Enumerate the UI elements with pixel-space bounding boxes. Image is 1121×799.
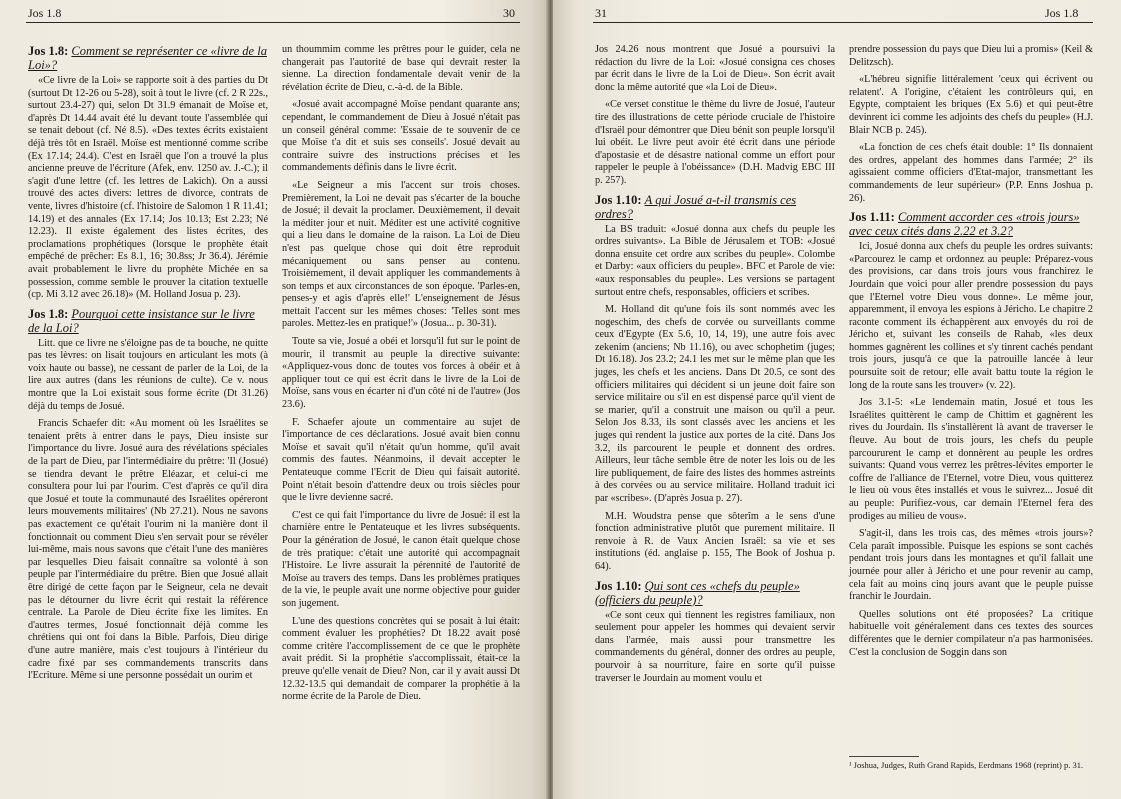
paragraph: «Ce livre de la Loi» se rapporte soit à des parties du Dt (surtout Dt 12-26 ou 5-28), soit à tout le livre (cf. 2 R 22s., surtout 23.4-27) qui, selon Dt 31.9 émanait de Moïse et, d'après Dt 14.44 avait été lu devant toute l'assemblée qui se tenait debout (cf. Né 8.5). «Des textes écrits existaient déjà très tôt en Israël. Moïse est mentionné comme scribe (Ex 17.14; 24.4). C'est en Israël que l'on a trouvé la plus ancienne preuve de l'écriture (Afek, env. 1250 av. J.-C.); il s'agit d'une lettre (cf. les lettres de Lakich). On a aussi trouvé des actes divers: lettres de divorce, contrats de vente, livres d'histoire (cf. l'histoire de Salomon 1 R 11.41; 14.19) et des annales (Ex 17.14; Jos 10.13; Est 2.23; Né 12.23). Il existe également des listes écrites, des proclamations prophétiques (lorsque le prophète était empêché de prêcher: Es 8.1, 16; 30.8ss; Jr 36.4). Jérémie avait probablement le livre du prophète Michée en sa possession, comme semble le prouver la citation textuelle (cp. Mi 3.12 avec 26.18)» (M. Holland Josua p. 23). (28, 75, 268, 301)
section-heading (28, 307, 268, 335)
paragraph: S'agit-il, dans les trois cas, des mêmes «trois jours»? Cela paraît impossible. Puisque les espions se sont cachés pendant trois jours dans les montagnes et qu'il fallait une journée pour aller à Jéricho et une pour revenir au camp, cela fait au moins cinq jours avant que le peuple puisse franchir le Jourdain. (849, 528, 1093, 603)
column-2 (282, 44, 520, 709)
section-heading (595, 193, 835, 221)
paragraph: Quelles solutions ont été proposées? La critique habituelle voit généralement dans ces textes des sources différentes que le dernier compilateur n'a pas harmonisées. C'est la conclusion de Soggin dans son (849, 608, 1093, 658)
heading-ref: Jos 1.8: (28, 306, 69, 321)
paragraph: un thoummim comme les prêtres pour le guider, cela ne changerait pas l'autorité de base qui devrait rester la sienne. La direction fondamentale devait venir de la révélation écrite de Dieu, c.-à-d. de la Bible. (282, 44, 520, 93)
column-1 (595, 44, 835, 690)
left-page (0, 0, 548, 799)
heading-question: Pourquoi cette insistance sur le livre de la Loi? (28, 306, 255, 335)
header-rule (593, 22, 1093, 23)
running-head: Jos 1.8 (1045, 6, 1079, 20)
heading-ref: Jos 1.8: (28, 44, 69, 58)
header-rule (26, 22, 520, 23)
paragraph: «Josué avait accompagné Moïse pendant quarante ans; cependant, le commandement de Dieu à Josué n'était pas un conseil général comme: 'Essaie de te souvenir de ce que Moïse t'a dit et suis ses conseils'. Josué devait au contraire suivre des instructions précises et les commandements définis dans le livre écrit. (282, 99, 520, 174)
paragraph: Litt. que ce livre ne s'éloigne pas de ta bouche, ne quitte pas tes lèvres: on lisait toujours en articulant les mots (à voix haute ou basse), ne cessant de parler de la Loi, de la lire aux autres (dans les réunions de culte). Ce v. nous montre que la Loi existait sous forme écrite (Dt 31.26) déjà du temps de Josué. (28, 337, 268, 412)
heading-question: Qui sont ces «chefs du peuple» (officiers du peuple)? (595, 578, 800, 607)
section-heading (595, 579, 835, 607)
paragraph: «La fonction de ces chefs était double: 1° Ils donnaient des ordres, appelant des hommes dans l'armée; 2° ils agissaient comme officiers d'Etat-major, transmettant les commandements de leur supérieur» (P.P. Enns Joshua p. 26). (849, 142, 1093, 204)
heading-ref: Jos 1.10: (595, 192, 642, 207)
heading-ref: Jos 1.11: (849, 210, 895, 225)
paragraph: Ici, Josué donna aux chefs du peuple les ordres suivants: «Parcourez le camp et ordonnez au peuple: Préparez-vous des provisions, car dans trois jours vous franchirez le Jourdain que voici pour aller prendre possession du pays que l'Eternel votre Dieu vous donne». Le même jour, apparemment, il envoya les espions à Jéricho. Le chapitre 2 raconte comment ils échappèrent aux envoyés du roi de Jéricho et, suivant les conseils de Rahab, «les deux hommes gagnèrent les collines et s'y tinrent cachés pendant trois jours, jusqu'à ce que la patrouille lancée à leur poursuite soit de retour; elle avait battu toute la région le long de la route sans les trouver» (v. 22). (849, 241, 1093, 391)
paragraph: «L'hébreu signifie littéralement 'ceux qui écrivent ou relatent'. A l'origine, c'étaient les contrôleurs qui, en Egypte, comptaient les briques (Ex 5.6) et qui peut-être devinrent ici comme les adjoints des chefs du peuple» (H.J. Blair NCB p. 245). (849, 74, 1093, 136)
heading-ref: Jos 1.10: (595, 578, 642, 593)
column-1 (28, 44, 268, 688)
paragraph: Francis Schaefer dit: «Au moment où les Israélites se tenaient prêts à entrer dans le pays, Dieu insiste sur l'importance du livre. Josué aura des révélations spéciales de la part de Dieu, par l'intermédiaire du prêtre: 'Il (Josué) se tiendra devant le prêtre Eléazar, et celui-ci me consultera pour lui par l'ourim. C'est d'après ce qu'il dira que Josué et toute la communauté des Israélites opéreront leurs mouvements militaires' (Nb 27.21). Nous ne savons pas exactement ce qu'était l'ourim ni la manière dont il fonctionnait ou comment Dieu s'en servait pour se révéler lui-même, mais nous savons que c'était l'une des manières par lesquelles Dieu faisait connaître sa volonté à son peuple par l'intermédiaire du prêtre. Bien que Josué allait être dirigé de cette façon par le Seigneur, cela ne devait pas le détourner du livre écrit qui restait la référence centrale. La Parole de Dieu écrite fixe les limites. En d'autres termes, Josué fonctionnait déjà comme les chrétiens qui ont foi dans la Bible. Parfois, Dieu dirige d'une autre manière, mais c'est toujours à l'intérieur du cadre fixé par ses commandements transcrits dans l'Ecriture. Même si une personne possédait un ourim et (28, 418, 268, 682)
heading-question: Comment accorder ces «trois jours» avec ceux cités dans 2.22 et 3.2? (849, 210, 1080, 239)
paragraph: «Ce verset constitue le thème du livre de Josué, l'auteur tire des illustrations de cette période cruciale de l'histoire d'Israël pour démontrer que Dieu bénit son peuple lorsqu'il lui obéit. Le livre peut avoir été écrit dans une période d'apostasie et de désastre national comme un effort pour rappeler le peuple à l'obéissance» (D.H. Madvig EBC III p. 257). (595, 99, 835, 186)
footnote-rule (849, 756, 919, 757)
paragraph: M.H. Woudstra pense que sôterîm a le sens d'une fonction administrative plutôt que purement militaire. Il renvoie à R. de Vaux Ancien Israël: sa vie et ses institutions (éd. anglaise p. 155, The Book of Joshua p. 64). (595, 510, 835, 572)
section-heading (849, 210, 1093, 238)
column-2 (849, 44, 1093, 664)
paragraph: Jos 3.1-5: «Le lendemain matin, Josué et tous les Israélites quittèrent le camp de Chittim et gagnèrent les rives du Jourdain. Ils s'installèrent là avant de traverser le fleuve. Au bout de trois jours, les chefs du peuple parcoururent le camp et donnèrent au peuple les ordres suivants: Quand vous verrez les prêtres-lévites emporter le coffre de l'alliance de l'Eternel, votre Dieu, vous quitterez le lieu où vous êtes installés et vous le suivrez... Josué dit au peuple: Purifiez-vous, car demain l'Eternel fera des prodiges au milieu de vous». (849, 397, 1093, 522)
paragraph: prendre possession du pays que Dieu lui a promis» (Keil & Delitzsch). (849, 44, 1093, 68)
paragraph: Toute sa vie, Josué a obéi et lorsqu'il fut sur le point de mourir, il transmit au peuple la directive suivante: «Appliquez-vous donc de toutes vos forces à obéir et à appliquer tout ce qui est écrit dans le livre de la Loi de Moïse, sans vous en écarter ni d'un côté ni de l'autre» (Jos 23.6). (282, 336, 520, 411)
heading-question: Comment se représenter ce «livre de la Loi»? (28, 44, 267, 72)
page-number: 31 (595, 6, 607, 20)
paragraph: F. Schaefer ajoute un commentaire au sujet de l'importance de ces déclarations. Josué avait bien connu Moïse et savait qu'il n'était qu'un homme, qu'il avait commis des fautes. Néanmoins, il devait accepter le Pentateuque comme l'Ecrit de Dieu qui faisait autorité. Point n'était besoin d'attendre deux ou trois siècles pour que le livre devienne sacré. (282, 416, 520, 504)
paragraph: «Ce sont ceux qui tiennent les registres familiaux, non seulement pour appeler les hommes qui devaient servir dans l'armée, mais aussi pour transmettre les commandements du général, donner des ordres au peuple, pourvoir à sa nourriture, faire en sorte qu'il puisse traverser le Jourdain au moment voulu et (595, 609, 835, 684)
heading-question: A qui Josué a-t-il transmis ces ordres? (595, 192, 797, 221)
paragraph: La BS traduit: «Josué donna aux chefs du peuple les ordres suivants». La Bible de Jérusalem et TOB: «Josué donna ensuite cet ordre aux scribes du peuple». Colombe et Darby: «aux officiers du peuple». BFC et Parole de vie: «aux responsables du peuple». Les versions se partagent surtout entre chefs, responsables, officiers et scribes. (595, 223, 835, 298)
section-heading (28, 44, 268, 72)
paragraph: C'est ce qui fait l'importance du livre de Josué: il est la charnière entre le Pentateuque et les livres subséquents. Pour la génération de Josué, le canon était quelque chose de très pratique: c'était une autorité qui accompagnait l'Histoire. Le livre assurait la pérennité de l'autorité de Moïse au travers des temps. Dans les problèmes pratiques de la vie, le peuple avait une norme objective pour guider son jugement. (282, 509, 520, 609)
page-number: 30 (503, 6, 515, 20)
paragraph: L'une des questions concrètes qui se posait à lui était: comment évaluer les prophéties? Dt 18.22 avait posé comme critère l'accomplissement de ce que le prophète avait prédit. Si la prophétie s'accomplissait, était-ce la preuve qu'elle venait de Dieu? Non, car il y avait aussi Dt 12.32-13.5 qui demandait de comparer la prophétie à la norme écrite de la Parole de Dieu. (282, 615, 520, 703)
paragraph: «Le Seigneur a mis l'accent sur trois choses. Premièrement, la Loi ne devait pas s'écarter de la bouche de Josué; il devait la proclamer. Deuxièmement, il devait la méditer jour et nuit. Méditer est une activité cognitive qui a lieu dans le domaine de la raison. La Loi de Dieu n'est pas quelque chose qui doit être reproduit mécaniquement ou sans penser au contenu. Troisièmement, il devait appliquer les commandements à son temps et aux circonstances de son époque. 'Parles-en, penses-y et agis d'après elle!' L'enseignement de Jésus mettait l'accent sur les mêmes choses: 'Telles sont mes paroles. Mettez-les en pratique!'» (Josua... p. 30-31). (282, 179, 520, 330)
paragraph: M. Holland dit qu'une fois ils sont nommés avec les nogeschim, des chefs de corvée ou surveillants comme ceux d'Egypte (Ex 5.6, 10, 14, 19), une autre fois avec zekenim (anciens; Nb 11.16), ou avec schophetim (juges; Dt 16.18). Jos 23.2; 24.1 les met sur le même plan que les juges, les chefs et les anciens. Dans Dt 20.5, ce sont des officiers militaires qui décident si un jeune doit faire son service militaire ou s'il en est dispensé parce qu'il vient de se marier, qu'il a construit une maison ou qu'il a peur. Selon Jos 8.33, ils sont classés avec les anciens et les juges qui rendent la justice aux portes de la cité. Dans Jos 3.2, ils parcourent le peuple et donnent des ordres. Ailleurs, leur tâche semble être de noter les lois ou de les lire publiquement, de faire des listes des hommes astreints à des corvées ou au service militaire. Holland traduit ici par «scribes». (D'après Josua p. 27). (595, 304, 835, 504)
right-page (553, 0, 1121, 799)
paragraph: Jos 24.26 nous montrent que Josué a poursuivi la rédaction du livre de la Loi: «Josué consigna ces choses par écrit dans le livre de la Loi de Dieu». Son écrit avait donc la même autorité que «la Loi de Dieu». (595, 44, 835, 93)
footnote: ¹ Joshua, Judges, Ruth Grand Rapids, Eerdmans 1968 (reprint) p. 31. (849, 760, 1084, 770)
running-head: Jos 1.8 (28, 6, 62, 20)
